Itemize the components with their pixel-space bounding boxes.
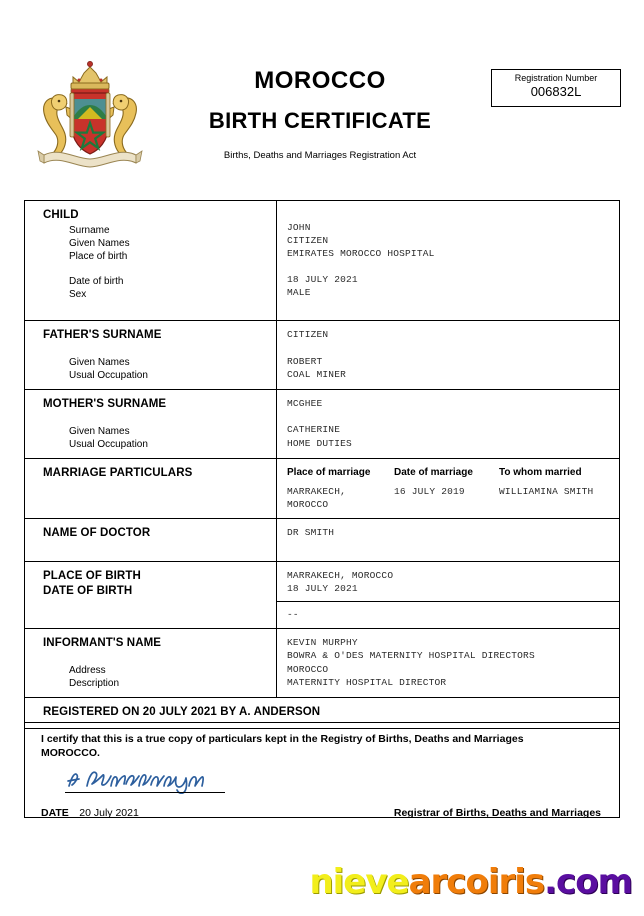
registration-number-value: 006832L bbox=[530, 83, 582, 99]
marriage-place-header: Place of marriage bbox=[287, 467, 371, 479]
watermark-part-com: .com bbox=[544, 862, 632, 902]
informant-address-line1-value: BOWRA & O'DES MATERNITY HOSPITAL DIRECTORS bbox=[287, 650, 535, 662]
document-title: BIRTH CERTIFICATE bbox=[208, 108, 432, 134]
place-date-birth-value-cell bbox=[277, 562, 619, 628]
informant-name-value: KEVIN MURPHY bbox=[287, 637, 358, 649]
father-occupation-label: Usual Occupation bbox=[69, 370, 148, 382]
registration-act-text: Births, Deaths and Marriages Registration Act bbox=[223, 150, 417, 162]
marriage-date-value: 16 JULY 2019 bbox=[394, 486, 465, 498]
doctor-value-cell bbox=[277, 519, 619, 561]
birth-extra-value: -- bbox=[287, 609, 299, 621]
marriage-columns bbox=[287, 466, 619, 511]
child-labels-cell bbox=[25, 201, 277, 320]
father-values-cell bbox=[277, 321, 619, 389]
marriage-to-whom-header: To whom married bbox=[499, 467, 582, 479]
child-place-of-birth-label: Place of birth bbox=[69, 250, 128, 262]
child-surname-value: JOHN bbox=[287, 222, 311, 233]
mother-labels-cell bbox=[25, 390, 277, 458]
mother-occupation-value: HOME DUTIES bbox=[287, 437, 352, 449]
father-labels-cell bbox=[25, 321, 277, 389]
informant-heading: INFORMANT'S NAME bbox=[43, 637, 162, 650]
morocco-coat-of-arms-emblem bbox=[26, 55, 154, 175]
table-row-mother bbox=[25, 390, 619, 459]
spacer bbox=[43, 482, 276, 494]
father-surname-value: CITIZEN bbox=[287, 329, 329, 341]
certification-line1: I certify that this is a true copy of particulars kept in the Registry of Births, Deaths and Marriages bbox=[41, 733, 524, 745]
place-date-birth-label-cell bbox=[25, 562, 277, 628]
certification-line2: MOROCCO. bbox=[41, 747, 100, 760]
certification-footer bbox=[41, 803, 605, 821]
spacer bbox=[43, 413, 276, 425]
date-of-birth-heading: DATE OF BIRTH bbox=[43, 585, 133, 598]
doctor-heading: NAME OF DOCTOR bbox=[43, 527, 151, 540]
registration-number-label: Registration Number bbox=[514, 73, 598, 83]
spacer bbox=[43, 652, 276, 664]
date-label: DATE bbox=[41, 807, 69, 820]
father-given-names-label: Given Names bbox=[69, 356, 130, 368]
informant-description-value: MATERNITY HOSPITAL DIRECTOR bbox=[287, 676, 447, 688]
registrar-signature bbox=[63, 766, 243, 794]
child-date-of-birth-value: 18 JULY 2021 bbox=[287, 274, 358, 286]
site-watermark bbox=[0, 862, 632, 902]
spacer bbox=[43, 344, 276, 356]
child-heading: CHILD bbox=[43, 209, 79, 221]
child-surname-label: Surname bbox=[69, 224, 110, 236]
table-row-marriage bbox=[25, 459, 619, 519]
place-date-birth-top bbox=[287, 569, 619, 601]
mother-given-names-label: Given Names bbox=[69, 425, 130, 437]
certificate-details-table bbox=[24, 200, 620, 729]
mother-surname-value: MCGHEE bbox=[287, 398, 323, 410]
father-heading: FATHER'S SURNAME bbox=[43, 329, 162, 342]
mother-occupation-label: Usual Occupation bbox=[69, 439, 148, 451]
title-block bbox=[170, 68, 470, 161]
doctor-name-value: DR SMITH bbox=[287, 527, 335, 539]
marriage-place-value-line2: MOROCCO bbox=[287, 499, 329, 511]
informant-address-label: Address bbox=[69, 664, 106, 676]
spacer bbox=[287, 342, 619, 355]
child-sex-label: Sex bbox=[69, 289, 87, 301]
marriage-date-header: Date of marriage bbox=[394, 467, 473, 479]
marriage-date-column bbox=[394, 466, 499, 511]
mother-heading: MOTHER'S SURNAME bbox=[43, 398, 167, 411]
mother-given-names-value: CATHERINE bbox=[287, 424, 341, 436]
registered-text: REGISTERED ON 20 JULY 2021 BY A. ANDERSON bbox=[43, 706, 321, 719]
registrar-title: Registrar of Births, Deaths and Marriages bbox=[393, 807, 601, 820]
table-row-informant bbox=[25, 629, 619, 698]
marriage-place-column bbox=[287, 466, 394, 511]
table-row-doctor bbox=[25, 519, 619, 562]
table-row-child bbox=[25, 201, 619, 321]
child-date-of-birth-label: Date of birth bbox=[69, 276, 124, 288]
father-given-names-value: ROBERT bbox=[287, 355, 323, 367]
watermark-part-arcoiris: arcoiris bbox=[408, 862, 545, 902]
mother-values-cell bbox=[277, 390, 619, 458]
signature-underline bbox=[65, 792, 225, 793]
informant-labels-cell bbox=[25, 629, 277, 697]
spacer bbox=[287, 260, 619, 273]
child-given-names-label: Given Names bbox=[69, 237, 130, 249]
certification-box bbox=[24, 722, 620, 818]
birth-date-value: 18 JULY 2021 bbox=[287, 583, 358, 595]
spacer bbox=[43, 542, 276, 554]
certificate-header bbox=[0, 0, 644, 190]
spacer bbox=[43, 494, 276, 506]
birth-place-value: MARRAKECH, MOROCCO bbox=[287, 569, 394, 581]
marriage-to-whom-value: WILLIAMINA SMITH bbox=[499, 486, 594, 498]
marriage-heading: MARRIAGE PARTICULARS bbox=[43, 467, 193, 480]
marriage-place-value-line1: MARRAKECH, bbox=[287, 486, 347, 498]
place-of-birth-heading: PLACE OF BIRTH bbox=[43, 569, 141, 582]
table-row-place-date-of-birth bbox=[25, 562, 619, 629]
country-title: MOROCCO bbox=[254, 67, 386, 94]
spacer bbox=[43, 600, 276, 612]
table-row-father bbox=[25, 321, 619, 390]
child-given-names-value: CITIZEN bbox=[287, 235, 329, 247]
marriage-label-cell bbox=[25, 459, 277, 518]
registration-number-box bbox=[491, 69, 621, 107]
informant-address-line2-value: MOROCCO bbox=[287, 663, 329, 675]
signature-area bbox=[41, 766, 605, 796]
informant-description-label: Description bbox=[69, 678, 120, 689]
informant-values-cell bbox=[277, 629, 619, 697]
child-sex-value: MALE bbox=[287, 287, 311, 299]
spacer bbox=[43, 263, 276, 275]
place-date-birth-extra bbox=[277, 601, 619, 621]
certification-date-group bbox=[41, 803, 139, 821]
watermark-part-nieve: nieve bbox=[309, 862, 409, 902]
spacer bbox=[43, 301, 276, 313]
child-place-of-birth-value: EMIRATES MOROCCO HOSPITAL bbox=[287, 248, 435, 260]
father-occupation-value: COAL MINER bbox=[287, 368, 347, 380]
spacer bbox=[287, 208, 619, 221]
doctor-label-cell bbox=[25, 519, 277, 561]
marriage-values-cell bbox=[277, 459, 619, 518]
date-value: 20 July 2021 bbox=[79, 807, 139, 820]
child-values-cell bbox=[277, 201, 619, 320]
marriage-to-whom-column bbox=[499, 466, 619, 511]
spacer bbox=[287, 410, 619, 423]
